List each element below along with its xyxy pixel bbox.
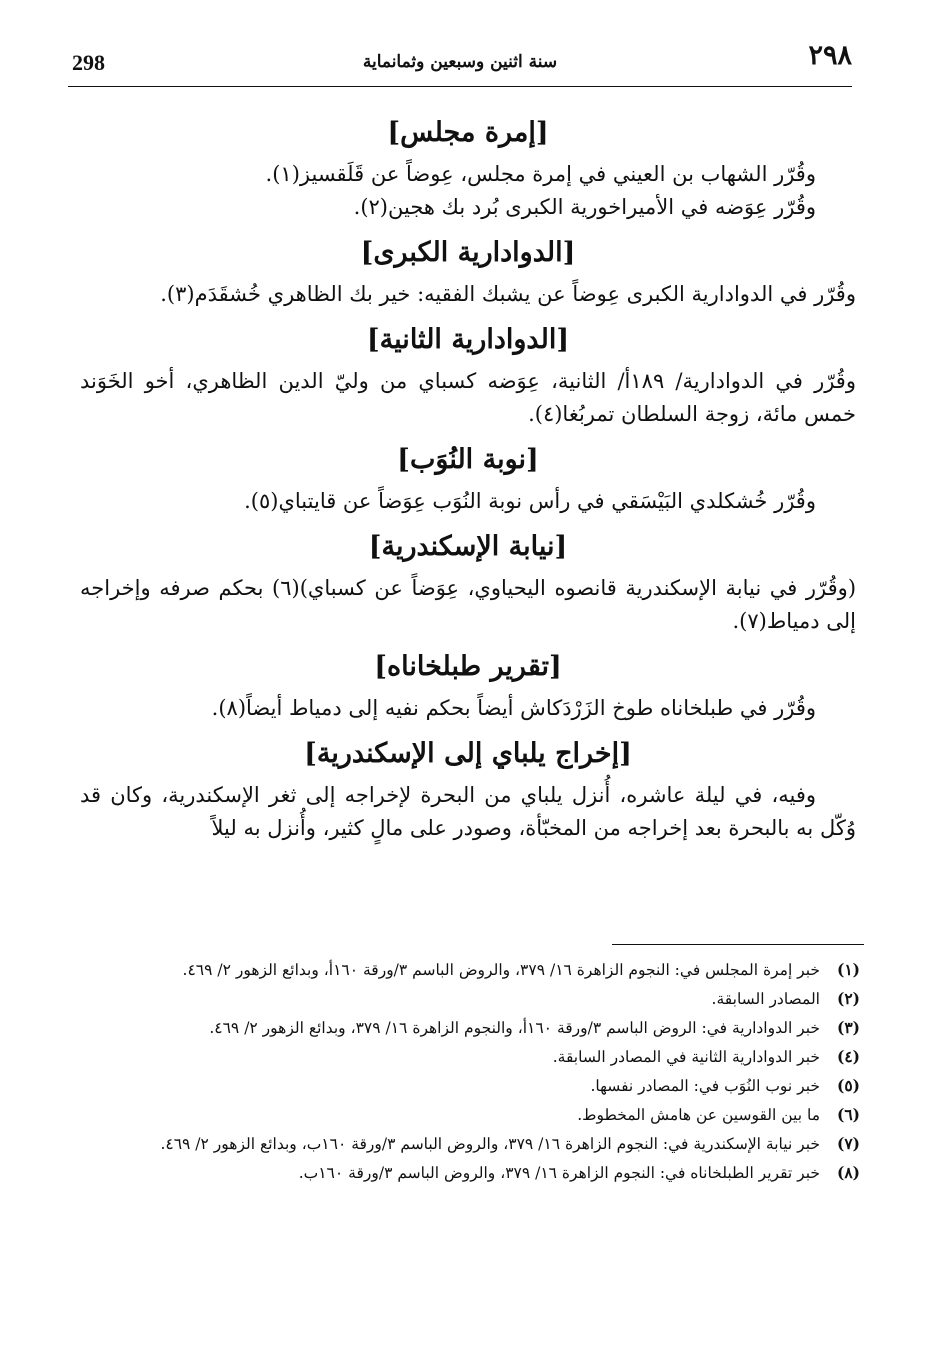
paragraph: وقُرّر في طبلخاناه طوخ الزَرْدَكاش أيضاً بحكم نفيه إلى دمياط أيضاً(٨). xyxy=(211,696,816,720)
footnote-text: خبر الدوادارية الثانية في المصادر السابقة. xyxy=(552,1048,820,1066)
paragraph: (وقُرّر في نيابة الإسكندرية قانصوه اليحياوي، عِوَضاً عن كسباي)(٦) بحكم صرفه وإخراجه إلى دمياط(٧). xyxy=(80,576,857,633)
footnote xyxy=(88,1074,860,1098)
footnote-text: خبر إمرة المجلس في: النجوم الزاهرة ١٦/ ٣٧٩، والروض الباسم ٣/ورقة ١٦٠أ، وبدائع الزهور ٢/ ٤٦٩. xyxy=(182,961,820,979)
footnote-number: (٦) xyxy=(836,1105,860,1124)
running-title: سنة اثنين وسبعين وثمانماية xyxy=(362,52,558,72)
footnote-number: (٥) xyxy=(836,1076,860,1095)
section-heading: [نوبة النُوَب] xyxy=(397,444,539,475)
footnote-text: ما بين القوسين عن هامش المخطوط. xyxy=(577,1106,820,1124)
paragraph: وقُرّر في الدوادارية الكبرى عِوضاً عن يشبك الفقيه: خير بك الظاهري خُشقَدَم(٣). xyxy=(160,282,856,306)
header-rule xyxy=(68,86,852,87)
paragraph: وقُرّر عِوَضه في الأميراخورية الكبرى بُرد بك هجين(٢). xyxy=(353,195,816,219)
footnote xyxy=(88,958,860,982)
footnote-number: (٨) xyxy=(836,1163,860,1182)
footnote-text: خبر الدوادارية في: الروض الباسم ٣/ورقة ١٦٠أ، والنجوم الزاهرة ١٦/ ٣٧٩، وبدائع الزهور ٢/ ٤٦٩. xyxy=(209,1019,820,1037)
page-header xyxy=(68,40,852,84)
section xyxy=(80,232,856,311)
footnote-number: (٧) xyxy=(836,1134,860,1153)
section xyxy=(80,733,856,845)
section xyxy=(80,646,856,725)
footnote-text: خبر نوب النُوَب في: المصادر نفسها. xyxy=(590,1077,820,1095)
footnote-number: (٣) xyxy=(836,1018,860,1037)
section-heading: [تقرير طبلخاناه] xyxy=(374,651,562,682)
paragraph: وفيه، في ليلة عاشره، أُنزل يلباي من البحرة لإخراجه إلى ثغر الإسكندرية، وكان قد وُكّل به بالبحرة بعد إخراجه من المخبّأة، وصودر على مالٍ كثير، وأُنزل به ليلاً xyxy=(80,783,856,840)
footnote-separator xyxy=(612,944,864,945)
footnote xyxy=(88,987,860,1011)
section-heading: [نيابة الإسكندرية] xyxy=(368,531,568,562)
page-number-latin: 298 xyxy=(72,50,105,75)
section-heading: [إخراج يلباي إلى الإسكندرية] xyxy=(304,738,632,769)
footnote-number: (٤) xyxy=(836,1047,860,1066)
footnotes xyxy=(88,958,860,1190)
paragraph: وقُرّر الشهاب بن العيني في إمرة مجلس، عِوضاً عن قَلَقسيز(١). xyxy=(265,162,816,186)
footnote xyxy=(88,1132,860,1156)
section-heading: [الدوادارية الثانية] xyxy=(366,324,570,355)
footnote xyxy=(88,1045,860,1069)
section xyxy=(80,526,856,638)
footnote-number: (١) xyxy=(836,960,860,979)
section-heading: [إمرة مجلس] xyxy=(387,117,549,148)
footnote-text: المصادر السابقة. xyxy=(711,990,820,1008)
footnote-number: (٢) xyxy=(836,989,860,1008)
footnote-text: خبر تقرير الطبلخاناه في: النجوم الزاهرة ١٦/ ٣٧٩، والروض الباسم ٣/ورقة ١٦٠ب. xyxy=(298,1164,820,1182)
footnote-text: خبر نيابة الإسكندرية في: النجوم الزاهرة ١٦/ ٣٧٩، والروض الباسم ٣/ورقة ١٦٠ب، وبدائع الزهور ٢/ ٤٦٩. xyxy=(160,1135,820,1153)
section xyxy=(80,439,856,518)
footnote xyxy=(88,1161,860,1185)
section xyxy=(80,112,856,224)
main-text xyxy=(80,104,856,845)
footnote xyxy=(88,1103,860,1127)
page-number-arabic: ٢٩٨ xyxy=(808,40,852,71)
footnote xyxy=(88,1016,860,1040)
paragraph: وقُرّر خُشكلدي البَيْسَقي في رأس نوبة النُوَب عِوَضاً عن قايتباي(٥). xyxy=(244,489,816,513)
section xyxy=(80,319,856,431)
section-heading: [الدوادارية الكبرى] xyxy=(360,237,576,268)
paragraph: وقُرّر في الدوادارية/ ١٨٩أ/ الثانية، عِوَضه كسباي من وليّ الدين الظاهري، أخو الخَوَند خمس مائة، زوجة السلطان تمربُغا(٤). xyxy=(80,369,856,426)
